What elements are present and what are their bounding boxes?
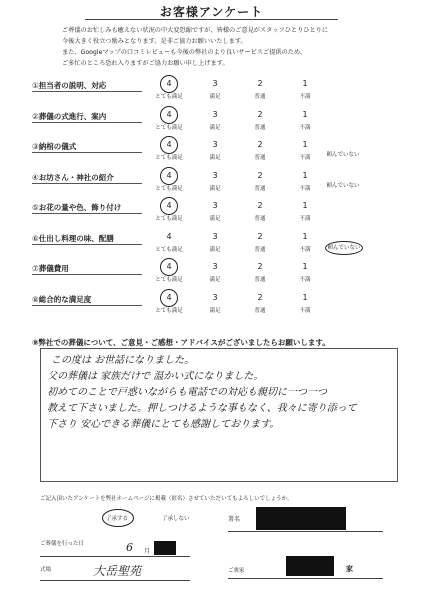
question-label <box>32 263 69 274</box>
rating-number: 2 <box>257 231 263 241</box>
question-underline <box>32 183 142 184</box>
signature-redaction <box>256 507 346 530</box>
question-text: 担当者の説明、対応 <box>38 81 107 90</box>
question-underline <box>32 152 142 153</box>
rating-caption: 不満 <box>299 155 311 161</box>
rating-caption: とても満足 <box>155 155 183 161</box>
question-underline <box>32 91 142 92</box>
rating-number: 3 <box>212 231 218 241</box>
rating-caption: 不満 <box>299 185 311 192</box>
customer-label: ご喪家 <box>228 568 245 574</box>
rating-caption: とても満足 <box>155 307 183 314</box>
rating-caption: 不満 <box>299 277 311 283</box>
question-index: ⑤ <box>32 203 39 212</box>
rating-caption: 不満 <box>299 124 311 131</box>
feedback-line: 下さり 安心できる葬儀にとても感謝しております。 <box>47 419 280 430</box>
venue-label: 式場 <box>40 567 52 573</box>
rating-number: 1 <box>302 231 308 241</box>
customer-redaction <box>286 556 334 576</box>
rating-number: 4 <box>166 109 172 119</box>
rating-number: 2 <box>257 201 263 210</box>
question-label <box>32 202 121 213</box>
question-label <box>32 141 76 152</box>
rating-number: 3 <box>212 262 218 271</box>
rating-number: 1 <box>302 262 308 271</box>
question-text: 総合的な満足度 <box>38 294 92 304</box>
rating-caption: 不満 <box>299 246 311 253</box>
rating-number: 4 <box>166 79 172 88</box>
rating-number: 4 <box>166 262 172 271</box>
consent-agree-circle <box>102 509 134 527</box>
rating-caption: 不満 <box>299 216 311 222</box>
question-underline <box>32 213 142 214</box>
question-row <box>32 141 407 171</box>
feedback-label: ⑨弊社での葬儀について、ご意見・ご感想・アドバイスがございましたらお願いします。 <box>32 338 330 347</box>
question-row <box>32 263 407 293</box>
question-underline <box>32 274 142 275</box>
rating-caption: 不満 <box>299 307 311 314</box>
rating-number: 3 <box>212 201 218 210</box>
rating-caption: 普通 <box>254 124 266 131</box>
question-label <box>32 172 114 183</box>
rating-caption: 満足 <box>209 155 221 161</box>
rating-number: 3 <box>212 170 218 180</box>
question-row <box>32 172 407 202</box>
rating-caption: とても満足 <box>155 216 183 222</box>
rating-caption: 普通 <box>254 216 266 222</box>
customer-rule <box>228 578 383 579</box>
feedback-line: 教えて下さいました。押しつけるような事もなく、我々に寄り添って <box>47 403 357 414</box>
feedback-handwriting <box>47 353 393 433</box>
rating-number: 2 <box>257 262 263 271</box>
not-requested-option[interactable]: 頼んでいない <box>325 241 363 255</box>
intro-line: ご葬儀のお忙しみも癒えない状況の中大変恐縮ですが、皆様のご意見がスタッフひとりひとりに <box>62 27 329 34</box>
question-underline <box>32 122 142 123</box>
question-label <box>32 294 91 305</box>
question-text: 納棺の儀式 <box>38 142 77 151</box>
rating-number: 2 <box>257 170 263 180</box>
rating-number: 2 <box>257 292 263 302</box>
question-label <box>32 111 106 122</box>
rating-caption: 普通 <box>254 155 266 161</box>
rating-number: 4 <box>166 231 172 241</box>
intro-line: ご多忙のところ恐れ入りますがご協力お願い申し上げます。 <box>62 60 229 67</box>
question-index: ⑦ <box>32 264 39 273</box>
rating-number: 3 <box>212 109 218 119</box>
venue-rule <box>40 580 190 581</box>
rating-number: 4 <box>166 170 172 180</box>
question-row <box>32 80 407 110</box>
question-row <box>32 294 407 324</box>
question-label <box>32 233 114 244</box>
question-text: お花の量や色、飾り付け <box>38 203 122 212</box>
question-text: お坊さん・神社の紹介 <box>38 172 114 182</box>
rating-number: 4 <box>166 292 172 302</box>
rating-number: 1 <box>302 201 308 210</box>
rating-caption: 普通 <box>254 94 266 100</box>
rating-number: 4 <box>166 140 172 149</box>
rating-caption: 満足 <box>209 216 221 222</box>
signature-label: 署名 <box>228 516 241 523</box>
intro-text <box>62 25 392 69</box>
rating-caption: 普通 <box>254 277 266 283</box>
rating-caption: とても満足 <box>155 246 183 253</box>
customer-house-suffix: 家 <box>346 565 353 573</box>
rating-caption: とても満足 <box>155 124 183 131</box>
rating-number: 1 <box>302 140 308 149</box>
consent-agree-option[interactable]: 了承する <box>106 516 129 522</box>
question-index: ② <box>32 111 39 121</box>
rating-number: 3 <box>212 79 218 88</box>
survey-title: お客様アンケート <box>159 5 264 19</box>
question-index: ④ <box>32 172 39 182</box>
rating-caption: 普通 <box>254 246 266 253</box>
rating-number: 1 <box>302 292 308 302</box>
rating-caption: とても満足 <box>155 94 183 100</box>
intro-line: また、Googleマップの口コミレビューも今後の弊社のより良いサービスご提供のため、 <box>62 49 307 56</box>
funeral-month-value: 6 <box>126 541 133 554</box>
question-text: 葬儀の式進行、案内 <box>38 111 107 121</box>
rating-caption: 普通 <box>254 307 266 314</box>
funeral-month-unit: 月 <box>144 548 151 555</box>
rating-number: 1 <box>302 109 308 119</box>
date-redaction <box>154 541 176 555</box>
rating-caption: とても満足 <box>155 185 183 192</box>
question-row <box>32 111 407 141</box>
rating-caption: 満足 <box>209 185 221 192</box>
not-requested-option[interactable]: 頼んでいない <box>326 182 360 189</box>
title-underline <box>85 19 338 20</box>
funeral-date-label: ご葬儀を行った日 <box>40 541 85 547</box>
question-text: 仕出し料理の味、配膳 <box>38 233 114 243</box>
question-index: ⑥ <box>32 233 39 243</box>
consent-disagree-option[interactable]: 了承しない <box>162 516 190 522</box>
rating-caption: 満足 <box>209 124 221 131</box>
rating-number: 1 <box>302 79 308 88</box>
rating-number: 2 <box>257 109 263 119</box>
rating-number: 2 <box>257 140 263 149</box>
question-text: 葬儀費用 <box>38 264 69 273</box>
question-underline <box>32 305 142 306</box>
question-row <box>32 202 407 232</box>
not-requested-option[interactable]: 頼んでいない <box>326 152 360 158</box>
rating-caption: 満足 <box>209 277 221 283</box>
rating-number: 3 <box>212 140 218 149</box>
rating-caption: 満足 <box>209 94 221 100</box>
rating-caption: 普通 <box>254 185 266 192</box>
rating-number: 2 <box>257 79 263 88</box>
feedback-line: 初めてのことで戸惑いながらも電話での対応も親切に一つ一つ <box>47 387 327 398</box>
question-index: ① <box>32 81 39 90</box>
rating-caption: 満足 <box>209 307 221 314</box>
question-label <box>32 80 106 91</box>
question-index: ③ <box>32 142 39 151</box>
rating-number: 3 <box>212 292 218 302</box>
consent-question: ご記入頂いたアンケートを弊社ホームページに掲載（匿名）させていただいてもよろしいでしょうか。 <box>40 496 293 502</box>
signature-rule <box>228 531 383 532</box>
rating-caption: とても満足 <box>155 277 183 283</box>
venue-value: 大岳聖苑 <box>93 564 142 578</box>
rating-caption: 不満 <box>299 94 311 100</box>
rating-caption: 満足 <box>209 246 221 253</box>
feedback-line: この度は お世話になりました。 <box>51 355 195 366</box>
rating-number: 4 <box>166 201 172 210</box>
rating-number: 1 <box>302 170 308 180</box>
funeral-date-rule <box>40 556 190 557</box>
question-row <box>32 233 407 263</box>
question-index: ⑧ <box>32 294 39 304</box>
feedback-line: 父の葬儀は 家族だけで 温かい式になりました。 <box>47 371 264 382</box>
feedback-box[interactable] <box>40 348 398 482</box>
intro-line: 今後大きく役立つ励みとなります。是非ご協力お願いいたします。 <box>62 38 247 45</box>
question-underline <box>32 244 142 245</box>
